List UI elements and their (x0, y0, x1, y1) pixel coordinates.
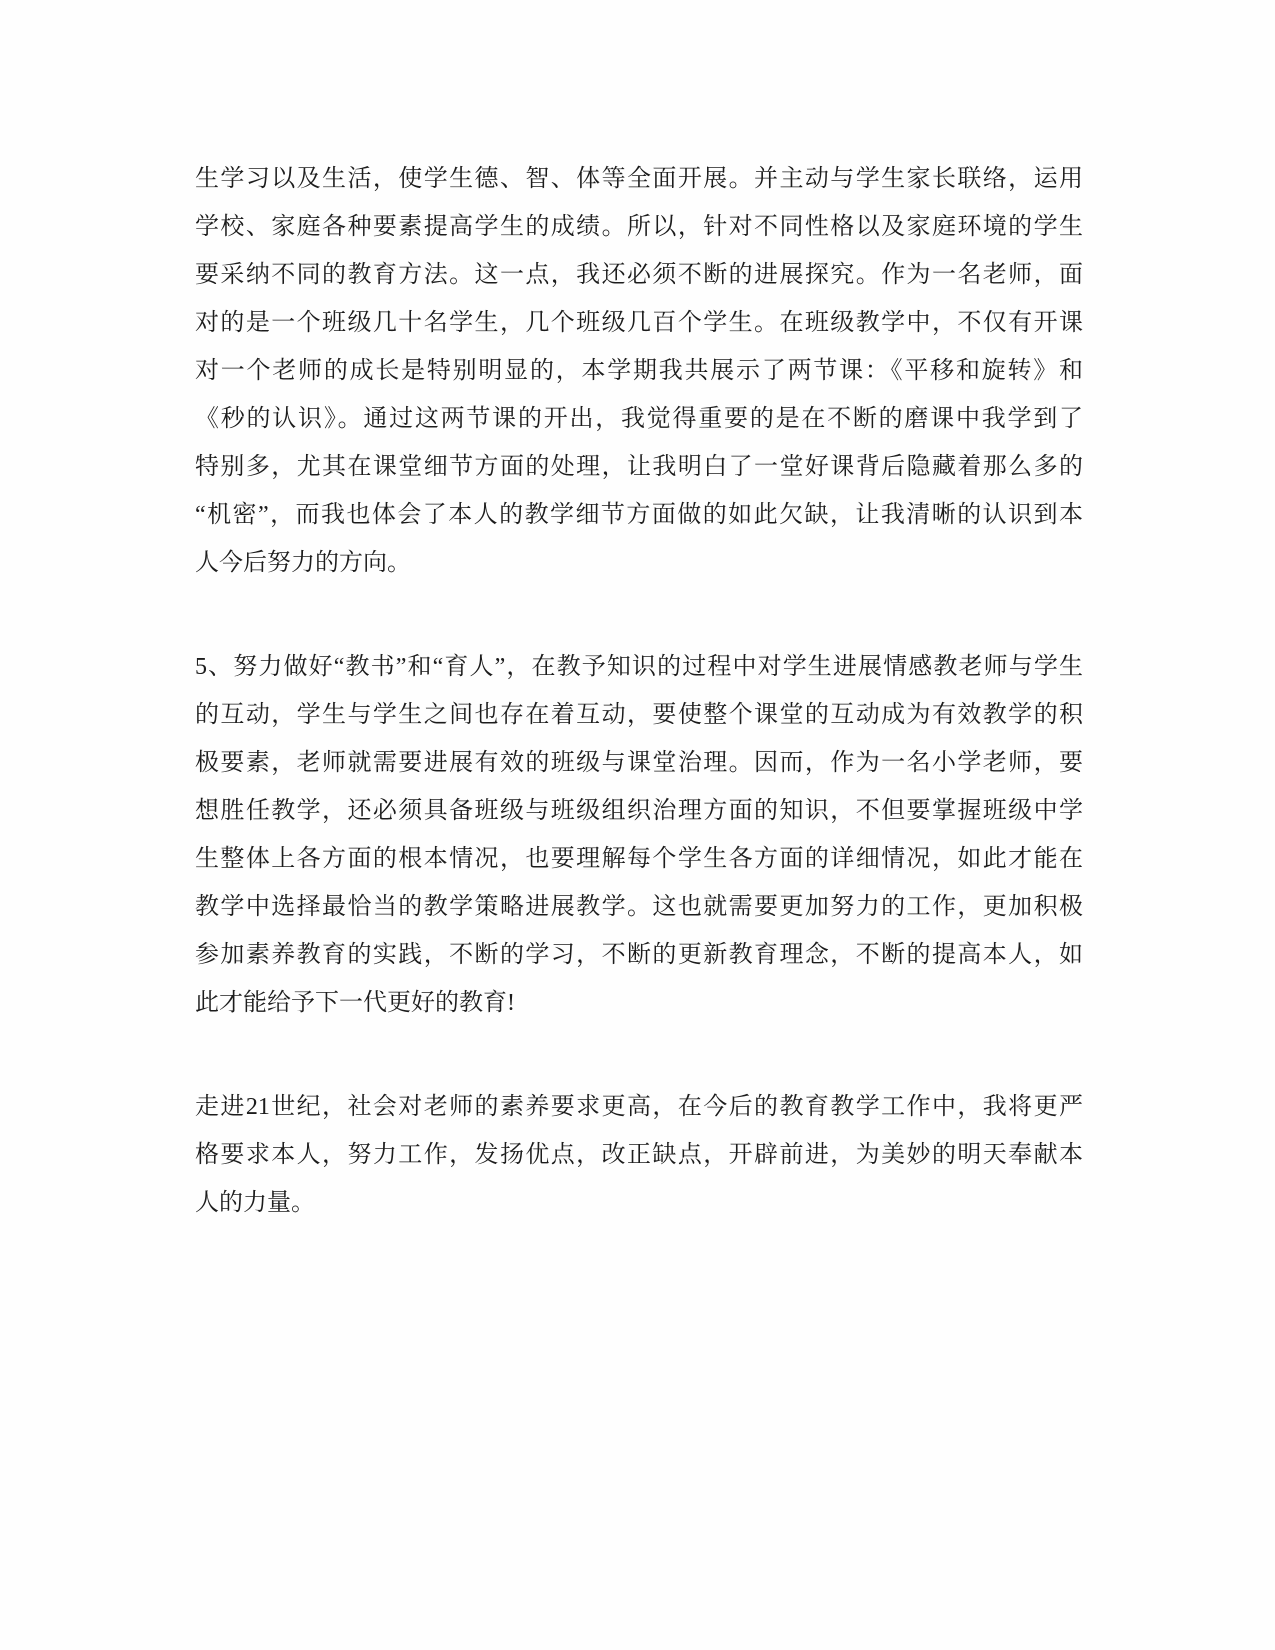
paragraph (195, 643, 1083, 1027)
text-line: 的互动，学生与学生之间也存在着互动，要使整个课堂的互动成为有效教学的积 (195, 702, 1083, 728)
text-line: 对一个老师的成长是特别明显的，本学期我共展示了两节课：《平移和旋转》和 (195, 358, 1083, 384)
text-line: 此才能给予下一代更好的教育! (195, 990, 515, 1016)
text-line: 《秒的认识》。通过这两节课的开出，我觉得重要的是在不断的磨课中我学到了 (195, 406, 1083, 432)
text-line: 生学习以及生活，使学生德、智、体等全面开展。并主动与学生家长联络，运用 (195, 166, 1083, 192)
text-line: 想胜任教学，还必须具备班级与班级组织治理方面的知识，不但要掌握班级中学 (195, 798, 1083, 824)
paragraph (195, 155, 1083, 587)
text-line: 学校、家庭各种要素提高学生的成绩。所以，针对不同性格以及家庭环境的学生 (195, 214, 1083, 240)
text-line: 人今后努力的方向。 (195, 550, 411, 576)
text-line: 走进21世纪，社会对老师的素养要求更高，在今后的教育教学工作中，我将更严 (195, 1094, 1083, 1120)
text-line: 参加素养教育的实践，不断的学习，不断的更新教育理念，不断的提高本人，如 (195, 942, 1083, 968)
text-line: 格要求本人，努力工作，发扬优点，改正缺点，开辟前进，为美妙的明天奉献本 (195, 1142, 1083, 1168)
text-line: 生整体上各方面的根本情况，也要理解每个学生各方面的详细情况，如此才能在 (195, 846, 1083, 872)
text-line: “机密”，而我也体会了本人的教学细节方面做的如此欠缺，让我清晰的认识到本 (195, 502, 1083, 528)
text-line: 极要素，老师就需要进展有效的班级与课堂治理。因而，作为一名小学老师，要 (195, 750, 1083, 776)
text-line: 教学中选择最恰当的教学策略进展教学。这也就需要更加努力的工作，更加积极 (195, 894, 1083, 920)
text-line: 5、努力做好“教书”和“育人”，在教予知识的过程中对学生进展情感教老师与学生 (195, 654, 1083, 680)
text-line: 人的力量。 (195, 1190, 315, 1216)
text-line: 要采纳不同的教育方法。这一点，我还必须不断的进展探究。作为一名老师，面 (195, 262, 1083, 288)
text-line: 对的是一个班级几十名学生，几个班级几百个学生。在班级教学中，不仅有开课 (195, 310, 1083, 336)
document-text-block (195, 155, 1083, 1227)
text-line: 特别多，尤其在课堂细节方面的处理，让我明白了一堂好课背后隐藏着那么多的 (195, 454, 1083, 480)
paragraph (195, 1083, 1083, 1227)
